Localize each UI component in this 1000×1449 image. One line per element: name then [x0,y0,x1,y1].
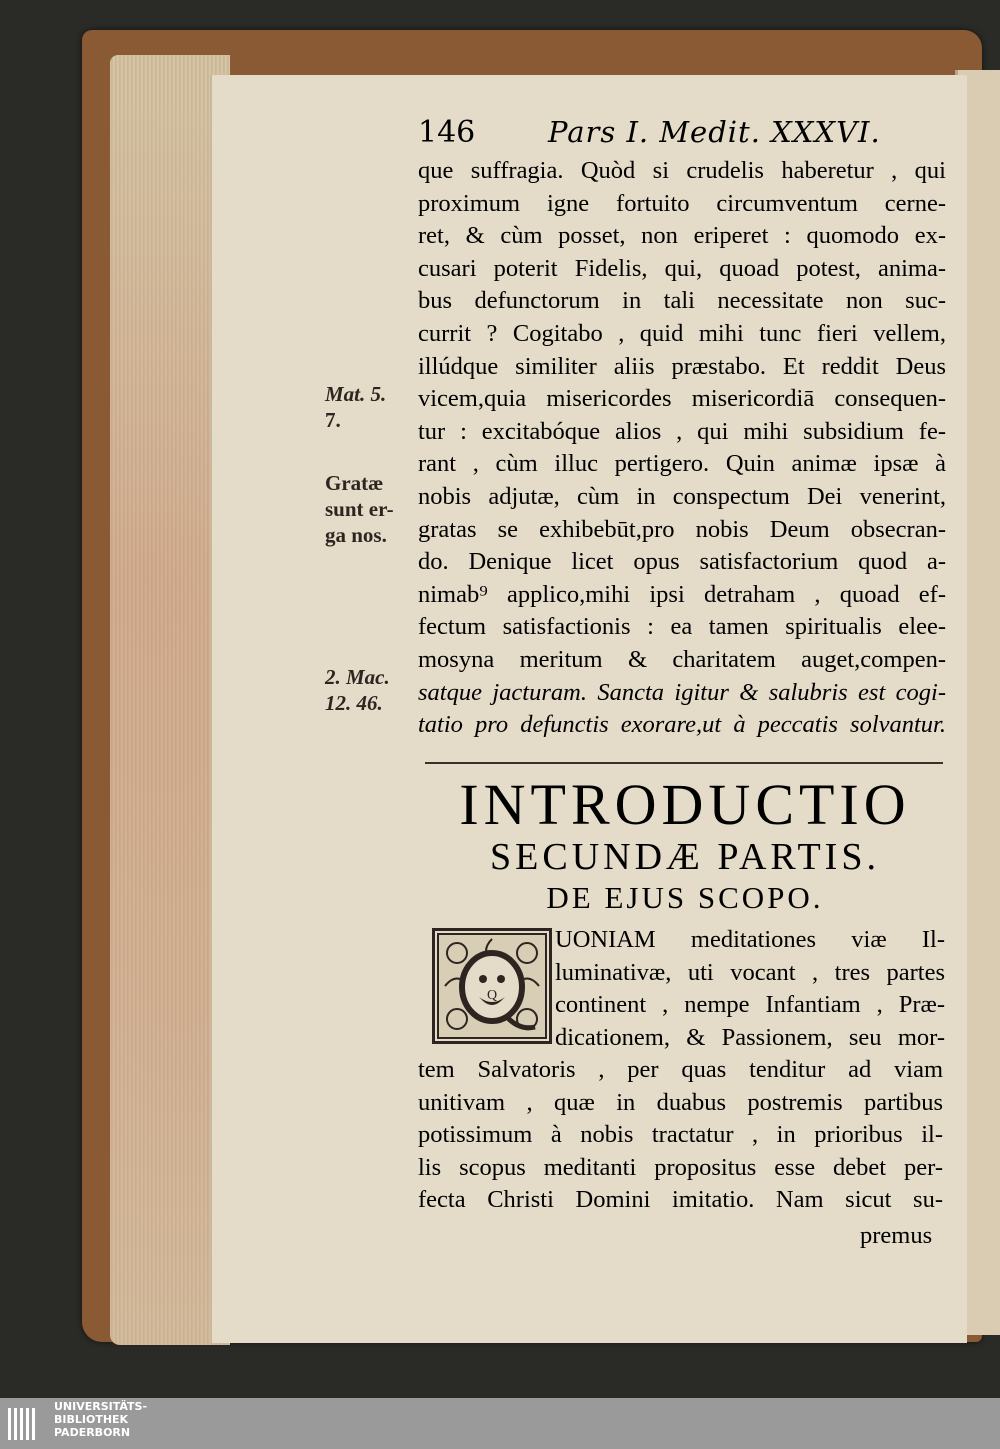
text-line: illúdque similiter aliis præstabo. Et reddit Deus [418,352,946,380]
margin-note-gratae-1: Gratæ [325,471,384,495]
section-heading: INTRODUCTIO [459,772,911,837]
margin-note-matthew: Mat. 5. [325,382,387,406]
margin-note-gratae-2: sunt er- [325,497,394,521]
text-line: nimab⁹ applico,mihi ipsi detraham , quoad ef- [418,580,946,608]
text-line: gratas se exhibebūt,pro nobis Deum obsecran- [418,515,946,543]
text-line: currit ? Cogitabo , quid mihi tunc fieri vellem, [418,319,946,347]
text-line: continent , nempe Infantiam , Præ- [555,991,945,1019]
text-line: UONIAM meditationes viæ Il- [555,926,945,953]
text-line: tur : excitabóque alios , qui mihi subsidium fe- [418,417,946,445]
running-head [418,115,958,157]
library-name-line: PADERBORN [54,1426,131,1439]
ornament-icon [435,931,549,1041]
intro-text [418,1054,943,1217]
text-line: potissimum à nobis tractatur , in prioribus il- [418,1121,943,1149]
section-subheading: SECUNDÆ PARTIS. [490,836,880,878]
text-line: lis scopus meditanti propositus esse debet per- [418,1153,943,1181]
text-line: ret, & cùm posset, non eriperet : quomodo ex- [418,222,946,250]
catchword: premus [860,1222,933,1249]
text-line: proximum igne fortuito circumventum cerne- [418,189,946,217]
page-number: 146 [418,115,476,150]
margin-note-matthew-verse: 7. [325,408,341,432]
section-rule [425,762,943,764]
text-line: do. Denique licet opus satisfactorium quod a- [418,548,946,576]
text-line: luminativæ, uti vocant , tres partes [555,958,945,986]
margin-note-gratae-3: ga nos. [325,523,387,547]
library-name-line: BIBLIOTHEK [54,1413,129,1426]
section-subheading-2: DE EJUS SCOPO. [546,880,824,915]
text-line: fecta Christi Domini imitatio. Nam sicut su- [418,1186,943,1214]
text-line: que suffragia. Quòd si crudelis haberetur , qui [418,157,946,184]
text-line: nobis adjutæ, cùm in conspectum Dei venerint, [418,482,946,510]
library-footer [0,1398,1000,1449]
body-text [418,155,946,742]
margin-note-maccabees: 2. Mac. [325,665,390,689]
text-line: fectum satisfactionis : ea tamen spiritualis elee- [418,613,946,641]
library-name [54,1400,147,1439]
library-logo-icon [6,1404,46,1444]
text-line: tatio pro defunctis exorare,ut à peccatis solvantur. [418,711,946,739]
text-line: bus defunctorum in tali necessitate non suc- [418,287,946,315]
library-name-line: UNIVERSITÄTS- [54,1400,148,1413]
running-title: Pars I. Medit. XXXVI. [548,115,881,149]
margin-note-maccabees-verse: 12. 46. [325,691,383,715]
text-line: satque jacturam. Sancta igitur & salubris est cogi- [418,678,946,706]
text-line: dicationem, & Passionem, seu mor- [555,1023,945,1051]
text-line: cusari poterit Fidelis, qui, quoad potest, anima- [418,254,946,282]
intro-text-beside-cap [555,924,945,1054]
text-line: vicem,quia misericordes misericordiā consequen- [418,385,946,413]
decorated-initial-q [432,928,552,1044]
drop-cap-letter: Q [486,988,498,1003]
text-line: rant , cùm illuc pertigero. Quin animæ ipsæ à [418,450,946,478]
text-line: unitivam , quæ in duabus postremis partibus [418,1088,943,1116]
text-line: tem Salvatoris , per quas tenditur ad viam [418,1056,943,1083]
text-line: mosyna meritum & charitatem auget,compen- [418,645,946,673]
